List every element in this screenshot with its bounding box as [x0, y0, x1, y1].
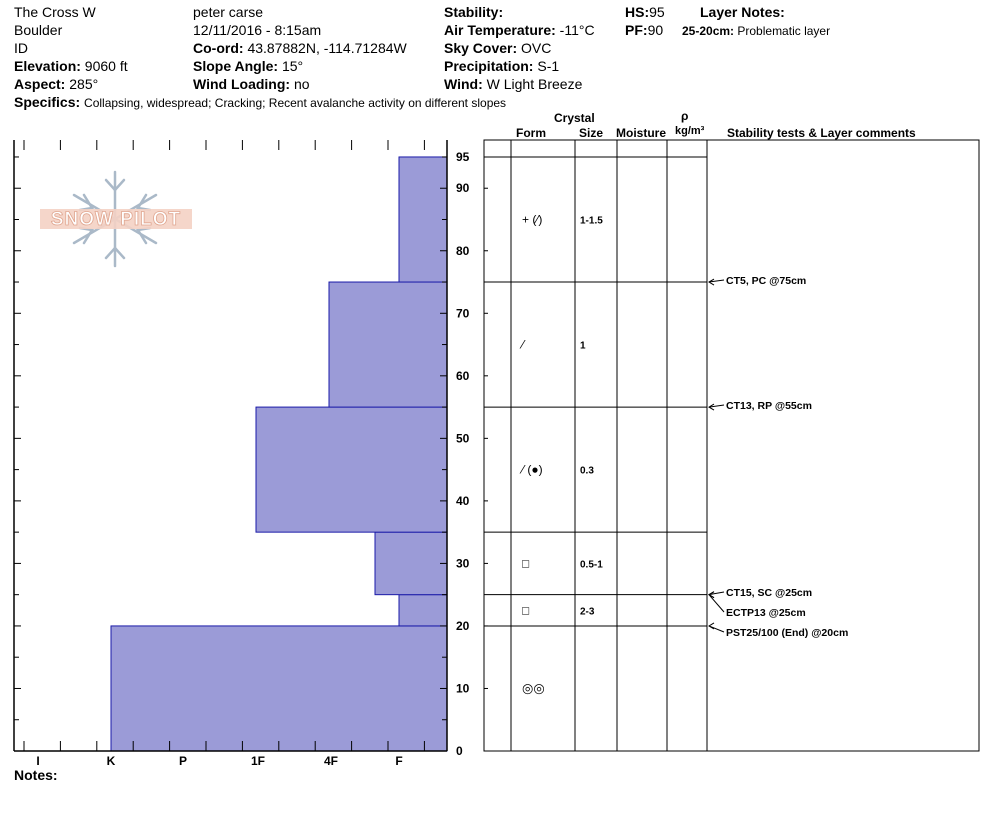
sky-cover-label: Sky Cover:: [444, 40, 518, 56]
stability-test-leader: [709, 595, 724, 612]
crystal-size-label: 0.3: [580, 465, 594, 477]
size-header: Size: [579, 126, 604, 140]
elevation-value: 9060 ft: [84, 58, 128, 74]
specifics-text: Collapsing, widespread; Cracking; Recent avalanche activity on different slopes: [84, 96, 507, 110]
crystal-form-symbol: □: [522, 603, 530, 618]
crystal-form-symbol: ⁄ (●): [522, 462, 543, 477]
crystal-form-symbol: □: [522, 556, 530, 571]
precipitation-label: Precipitation:: [444, 58, 534, 74]
hardness-tick-label: K: [106, 754, 116, 768]
wind-value: W Light Breeze: [486, 76, 583, 92]
crystal-form-symbol: + (⁄): [522, 212, 543, 227]
hardness-bar-3: [256, 407, 447, 532]
stability-test-label: CT13, RP @55cm: [726, 400, 812, 412]
hardness-bar-5: [399, 157, 447, 282]
hardness-bar-4: [329, 282, 447, 407]
rho-header: ρ: [681, 109, 689, 123]
y-tick-label: 40: [456, 493, 470, 508]
state-name: ID: [14, 40, 28, 56]
y-tick-label: 70: [456, 306, 470, 321]
hardness-tick-label: I: [36, 754, 40, 768]
air-temp-value: -11°C: [559, 22, 595, 38]
coord-label: Co-ord:: [193, 40, 244, 56]
pf-value: 90: [647, 22, 664, 38]
stability-test-label: PST25/100 (End) @20cm: [726, 627, 849, 639]
snowpilot-logo: [40, 172, 192, 266]
layer-table: [484, 140, 979, 751]
layer-note-text: Problematic layer: [737, 24, 831, 38]
y-tick-label: 50: [456, 431, 470, 446]
y-tick-label: 60: [456, 368, 470, 383]
stability-test-label: ECTP13 @25cm: [726, 607, 806, 619]
observation-datetime: 12/11/2016 - 8:15am: [193, 22, 322, 38]
y-tick-label: 95: [456, 149, 470, 164]
hardness-bar-2: [375, 532, 447, 595]
moisture-header: Moisture: [616, 126, 667, 140]
region-name: Boulder: [14, 22, 63, 38]
hardness-bars: [111, 157, 447, 751]
table-frame: [484, 140, 979, 751]
notes-label: Notes:: [14, 767, 58, 783]
slope-value: 15°: [281, 58, 304, 74]
hardness-bar-0: [111, 626, 447, 751]
slope-label: Slope Angle:: [193, 58, 279, 74]
crystal-form-symbol: ⁄: [522, 337, 525, 352]
stability-label: Stability:: [444, 4, 504, 20]
hardness-tick-label: 1F: [251, 754, 266, 768]
crystal-size-label: 2-3: [580, 606, 595, 618]
y-tick-label: 30: [456, 556, 470, 571]
aspect-value: 285°: [69, 76, 99, 92]
y-tick-label: 90: [456, 181, 470, 196]
sky-cover-value: OVC: [521, 40, 552, 56]
y-tick-label: 20: [456, 618, 470, 633]
aspect-label: Aspect:: [14, 76, 66, 92]
hardness-tick-label: P: [178, 754, 188, 768]
density-unit-header: kg/m³: [675, 125, 705, 137]
hs-value: 95: [649, 4, 665, 20]
layer-notes-label: Layer Notes:: [700, 4, 785, 20]
crystal-header: Crystal: [554, 111, 595, 125]
y-tick-label: 0: [456, 744, 463, 758]
wind-loading-label: Wind Loading:: [193, 76, 291, 92]
crystal-form-symbol: ◎◎: [522, 680, 545, 696]
stability-test-label: CT15, SC @25cm: [726, 587, 813, 599]
hardness-tick-label: F: [395, 754, 403, 768]
hs-label: HS:: [625, 4, 650, 20]
logo-text: SNOW PILOT: [50, 209, 182, 230]
elevation-label: Elevation:: [14, 58, 81, 74]
location-name: The Cross W: [14, 4, 96, 20]
y-tick-label: 10: [456, 681, 470, 696]
hardness-bar-1: [399, 595, 447, 626]
specifics-label: Specifics:: [14, 94, 81, 110]
form-header: Form: [516, 126, 546, 140]
wind-label: Wind:: [444, 76, 483, 92]
hardness-tick-label: 4F: [324, 754, 339, 768]
wind-loading-value: no: [293, 76, 310, 92]
layer-note-range: 25-20cm:: [682, 24, 735, 38]
stability-tests-header: Stability tests & Layer comments: [727, 126, 916, 140]
crystal-size-label: 1-1.5: [580, 215, 603, 227]
stability-test-label: CT5, PC @75cm: [726, 275, 807, 287]
crystal-size-label: 1: [580, 340, 586, 352]
y-tick-label: 80: [456, 243, 470, 258]
air-temp-label: Air Temperature:: [444, 22, 556, 38]
coord-value: 43.87882N, -114.71284W: [247, 40, 407, 56]
observer-name: peter carse: [193, 4, 264, 20]
crystal-size-label: 0.5-1: [580, 559, 603, 571]
arrow-icon: [709, 623, 714, 629]
pf-label: PF:: [625, 22, 648, 38]
precipitation-value: S-1: [537, 58, 560, 74]
